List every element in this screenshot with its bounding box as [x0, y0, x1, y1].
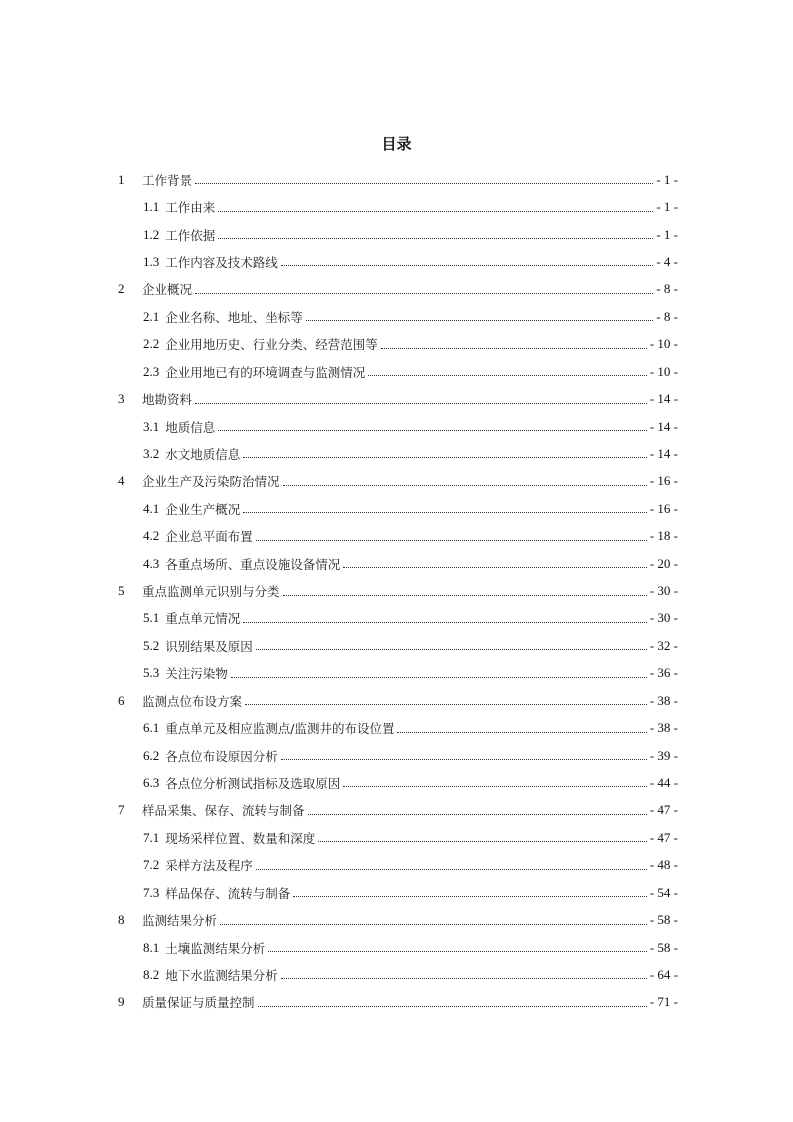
entry-title: 重点监测单元识别与分类: [142, 584, 280, 600]
entry-page-number: - 58 -: [649, 939, 678, 955]
entry-number: 8.2: [143, 966, 160, 982]
dot-leader: [381, 348, 647, 349]
entry-page-number: - 14 -: [649, 391, 678, 407]
toc-section-entry[interactable]: [118, 303, 678, 330]
entry-number: 4: [118, 473, 125, 489]
toc-section-entry[interactable]: [118, 714, 678, 741]
entry-title: 企业名称、地址、坐标等: [165, 309, 303, 325]
entry-number: 2.3: [143, 363, 160, 379]
entry-page-number: - 14 -: [649, 445, 678, 461]
entry-title: 样品采集、保存、流转与制备: [142, 803, 305, 819]
entry-title: 重点单元及相应监测点/监测井的布设位置: [165, 721, 395, 737]
dot-leader: [218, 430, 647, 431]
entry-page-number: - 64 -: [649, 966, 678, 982]
entry-number: 4.3: [143, 555, 160, 571]
toc-section-entry[interactable]: [118, 879, 678, 906]
entry-title: 企业生产及污染防治情况: [142, 474, 280, 490]
dot-leader: [343, 786, 647, 787]
entry-number: 2: [118, 281, 125, 297]
toc-section-entry[interactable]: [118, 605, 678, 632]
dot-leader: [283, 485, 647, 486]
toc-section-entry[interactable]: [118, 742, 678, 769]
entry-title: 工作依据: [165, 227, 216, 243]
entry-title: 各重点场所、重点设施设备情况: [165, 556, 341, 572]
entry-title: 土壤监测结果分析: [165, 940, 266, 956]
toc-section-entry[interactable]: [118, 221, 678, 248]
entry-title: 质量保证与质量控制: [142, 995, 255, 1011]
dot-leader: [256, 649, 647, 650]
dot-leader: [397, 732, 646, 733]
entry-page-number: - 8 -: [656, 308, 678, 324]
entry-title: 样品保存、流转与制备: [165, 885, 291, 901]
entry-number: 5: [118, 583, 125, 599]
entry-page-number: - 54 -: [649, 884, 678, 900]
entry-page-number: - 1 -: [656, 171, 678, 187]
entry-page-number: - 1 -: [656, 226, 678, 242]
dot-leader: [258, 1006, 647, 1007]
dot-leader: [256, 869, 647, 870]
entry-number: 2.1: [143, 308, 160, 324]
toc-chapter-entry[interactable]: [118, 687, 678, 714]
entry-page-number: - 14 -: [649, 418, 678, 434]
dot-leader: [245, 704, 647, 705]
entry-page-number: - 38 -: [649, 720, 678, 736]
entry-title: 工作由来: [165, 200, 216, 216]
entry-title: 监测点位布设方案: [142, 693, 243, 709]
dot-leader: [293, 896, 647, 897]
toc-chapter-entry[interactable]: [118, 468, 678, 495]
entry-title: 识别结果及原因: [165, 638, 253, 654]
toc-section-entry[interactable]: [118, 550, 678, 577]
dot-leader: [343, 567, 647, 568]
entry-page-number: - 8 -: [656, 281, 678, 297]
entry-number: 6.2: [143, 747, 160, 763]
dot-leader: [231, 677, 647, 678]
toc-section-entry[interactable]: [118, 522, 678, 549]
entry-page-number: - 16 -: [649, 473, 678, 489]
toc-section-entry[interactable]: [118, 331, 678, 358]
entry-number: 3.2: [143, 445, 160, 461]
toc-section-entry[interactable]: [118, 660, 678, 687]
entry-page-number: - 58 -: [649, 912, 678, 928]
entry-number: 7.3: [143, 884, 160, 900]
dot-leader: [283, 595, 647, 596]
dot-leader: [243, 457, 647, 458]
toc-section-entry[interactable]: [118, 440, 678, 467]
toc-chapter-entry[interactable]: [118, 906, 678, 933]
dot-leader: [318, 841, 647, 842]
entry-title: 地下水监测结果分析: [165, 967, 278, 983]
entry-number: 5.3: [143, 665, 160, 681]
entry-title: 企业生产概况: [165, 501, 241, 517]
dot-leader: [281, 978, 647, 979]
dot-leader: [243, 512, 647, 513]
entry-number: 5.2: [143, 637, 160, 653]
dot-leader: [256, 540, 647, 541]
entry-title: 重点单元情况: [165, 611, 241, 627]
toc-section-entry[interactable]: [118, 934, 678, 961]
entry-page-number: - 16 -: [649, 500, 678, 516]
toc-chapter-entry[interactable]: [118, 385, 678, 412]
entry-page-number: - 47 -: [649, 802, 678, 818]
entry-number: 6: [118, 692, 125, 708]
toc-chapter-entry[interactable]: [118, 577, 678, 604]
entry-title: 采样方法及程序: [165, 858, 253, 874]
entry-number: 1.2: [143, 226, 160, 242]
entry-number: 8.1: [143, 939, 160, 955]
entry-title: 企业总平面布置: [165, 529, 253, 545]
toc-chapter-entry[interactable]: [118, 166, 678, 193]
entry-page-number: - 38 -: [649, 692, 678, 708]
table-of-contents: [118, 166, 678, 1016]
toc-chapter-entry[interactable]: [118, 797, 678, 824]
toc-chapter-entry[interactable]: [118, 276, 678, 303]
entry-number: 6.3: [143, 774, 160, 790]
entry-title: 企业用地历史、行业分类、经营范围等: [165, 337, 378, 353]
toc-section-entry[interactable]: [118, 358, 678, 385]
toc-chapter-entry[interactable]: [118, 989, 678, 1016]
entry-number: 6.1: [143, 720, 160, 736]
entry-page-number: - 1 -: [656, 199, 678, 215]
entry-title: 企业概况: [142, 282, 193, 298]
dot-leader: [195, 293, 653, 294]
entry-number: 1.3: [143, 253, 160, 269]
entry-page-number: - 47 -: [649, 829, 678, 845]
toc-section-entry[interactable]: [118, 852, 678, 879]
entry-number: 3: [118, 391, 125, 407]
dot-leader: [195, 183, 653, 184]
entry-page-number: - 48 -: [649, 857, 678, 873]
entry-number: 3.1: [143, 418, 160, 434]
entry-page-number: - 4 -: [656, 253, 678, 269]
toc-section-entry[interactable]: [118, 248, 678, 275]
entry-title: 各点位布设原因分析: [165, 748, 278, 764]
entry-page-number: - 18 -: [649, 528, 678, 544]
toc-section-entry[interactable]: [118, 495, 678, 522]
entry-page-number: - 71 -: [649, 994, 678, 1010]
toc-title: 目录: [381, 135, 412, 153]
dot-leader: [368, 375, 647, 376]
entry-title: 企业用地已有的环境调查与监测情况: [165, 364, 366, 380]
entry-title: 地质信息: [165, 419, 216, 435]
entry-number: 7.1: [143, 829, 160, 845]
toc-section-entry[interactable]: [118, 824, 678, 851]
dot-leader: [306, 320, 654, 321]
entry-number: 1.1: [143, 199, 160, 215]
entry-number: 7: [118, 802, 125, 818]
entry-title: 现场采样位置、数量和深度: [165, 830, 316, 846]
entry-page-number: - 20 -: [649, 555, 678, 571]
toc-section-entry[interactable]: [118, 193, 678, 220]
entry-number: 9: [118, 994, 125, 1010]
entry-title: 水文地质信息: [165, 446, 241, 462]
toc-section-entry[interactable]: [118, 769, 678, 796]
entry-page-number: - 10 -: [649, 336, 678, 352]
dot-leader: [281, 265, 654, 266]
entry-number: 7.2: [143, 857, 160, 873]
dot-leader: [308, 814, 647, 815]
entry-page-number: - 44 -: [649, 774, 678, 790]
entry-page-number: - 36 -: [649, 665, 678, 681]
toc-section-entry[interactable]: [118, 632, 678, 659]
entry-title: 工作背景: [142, 172, 193, 188]
entry-page-number: - 30 -: [649, 610, 678, 626]
dot-leader: [218, 238, 653, 239]
entry-title: 工作内容及技术路线: [165, 254, 278, 270]
dot-leader: [281, 759, 647, 760]
entry-number: 5.1: [143, 610, 160, 626]
entry-page-number: - 32 -: [649, 637, 678, 653]
entry-title: 关注污染物: [165, 666, 228, 682]
entry-title: 各点位分析测试指标及选取原因: [165, 775, 341, 791]
entry-page-number: - 39 -: [649, 747, 678, 763]
entry-number: 4.2: [143, 528, 160, 544]
dot-leader: [195, 403, 647, 404]
entry-title: 地勘资料: [142, 392, 193, 408]
entry-number: 8: [118, 912, 125, 928]
toc-section-entry[interactable]: [118, 961, 678, 988]
dot-leader: [268, 951, 647, 952]
toc-section-entry[interactable]: [118, 413, 678, 440]
entry-number: 4.1: [143, 500, 160, 516]
dot-leader: [220, 924, 647, 925]
entry-page-number: - 30 -: [649, 583, 678, 599]
entry-page-number: - 10 -: [649, 363, 678, 379]
dot-leader: [243, 622, 647, 623]
entry-number: 2.2: [143, 336, 160, 352]
entry-number: 1: [118, 171, 125, 187]
entry-title: 监测结果分析: [142, 913, 218, 929]
dot-leader: [218, 211, 653, 212]
